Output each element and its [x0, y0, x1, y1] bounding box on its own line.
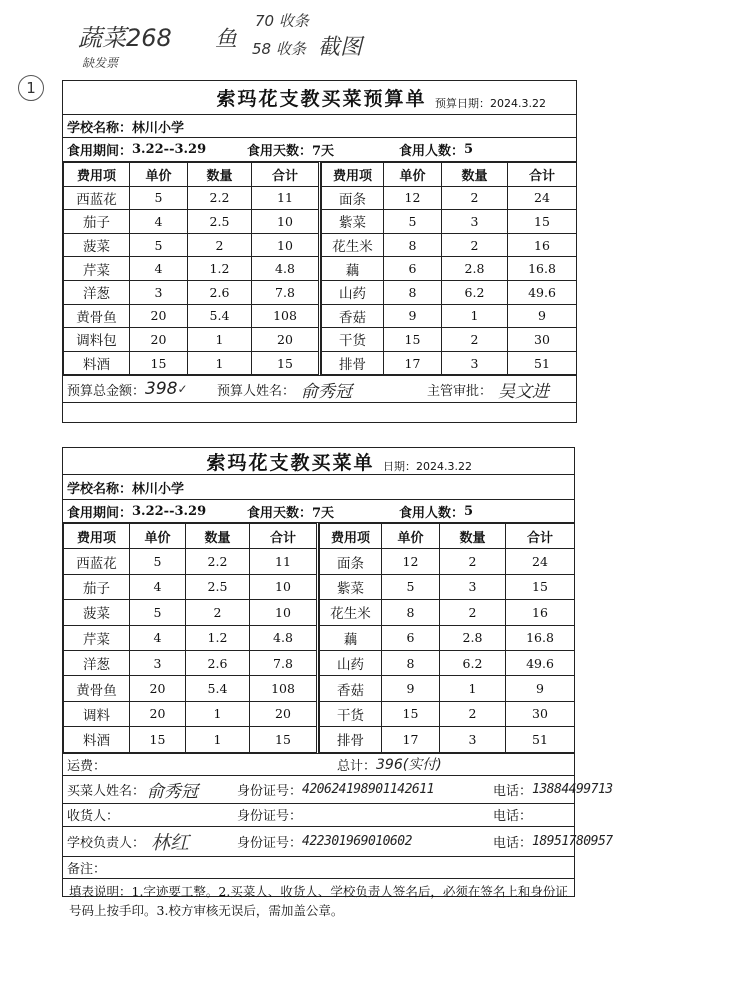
purchase-date-value: 2024.3.22: [416, 460, 472, 473]
table-row: [322, 280, 577, 304]
item-name-cell: 排骨: [322, 351, 384, 375]
item-name-cell: 调料包: [64, 328, 130, 352]
item-name-cell: 藕: [320, 625, 382, 650]
subtotal-cell: 10: [250, 600, 318, 625]
unit-price-cell: 20: [130, 676, 186, 701]
unit-price-cell: 4: [130, 625, 186, 650]
quantity-cell: 3: [440, 727, 506, 752]
item-name-cell: 西蓝花: [64, 549, 130, 574]
item-name-cell: 调料: [64, 701, 130, 726]
subtotal-cell: 108: [250, 676, 318, 701]
budget-people-label: 食用人数：: [399, 144, 465, 159]
column-header: 费用项: [322, 163, 384, 187]
table-row: [320, 650, 575, 675]
budget-people-value: 5: [464, 142, 474, 157]
column-header: 单价: [382, 524, 440, 549]
item-name-cell: 紫菜: [320, 574, 382, 599]
purchase-remark-row: [63, 857, 574, 879]
budget-date: [435, 95, 546, 111]
annotation-veg-note: 缺发票: [82, 56, 119, 70]
table-header-row: [320, 524, 575, 549]
item-name-cell: 干货: [320, 701, 382, 726]
quantity-cell: 3: [442, 351, 508, 375]
table-row: [64, 676, 318, 701]
budget-table-right: [321, 162, 577, 375]
quantity-cell: 6.2: [442, 280, 508, 304]
item-name-cell: 排骨: [320, 727, 382, 752]
item-name-cell: 山药: [320, 650, 382, 675]
quantity-cell: 2: [188, 233, 252, 257]
column-header: 单价: [130, 524, 186, 549]
budget-period-value: 3.22--3.29: [132, 142, 207, 157]
item-name-cell: 香菇: [322, 304, 384, 328]
budget-days-label: 食用天数：: [247, 144, 313, 159]
budget-total-value: 398: [145, 379, 178, 400]
item-name-cell: 洋葱: [64, 280, 130, 304]
unit-price-cell: 20: [130, 701, 186, 726]
quantity-cell: 2.8: [440, 625, 506, 650]
item-name-cell: 芹菜: [64, 257, 130, 281]
unit-price-cell: 4: [130, 574, 186, 599]
subtotal-cell: 15: [252, 351, 320, 375]
purchase-table-left: [63, 523, 319, 753]
column-header: 合计: [252, 163, 320, 187]
unit-price-cell: 4: [130, 257, 188, 281]
table-row: [322, 210, 577, 234]
purchase-receiver-label: 收货人：: [67, 809, 120, 825]
item-name-cell: 料酒: [64, 351, 130, 375]
quantity-cell: 1: [440, 676, 506, 701]
unit-price-cell: 15: [382, 701, 440, 726]
purchase-items: [63, 523, 574, 754]
column-header: 单价: [130, 163, 188, 187]
quantity-cell: 6.2: [440, 650, 506, 675]
quantity-cell: 1.2: [188, 257, 252, 281]
purchase-people-value: 5: [464, 503, 474, 519]
item-name-cell: 料酒: [64, 727, 130, 752]
quantity-cell: 2: [440, 600, 506, 625]
budget-period-row: [63, 138, 576, 162]
unit-price-cell: 8: [382, 650, 440, 675]
unit-price-cell: 3: [130, 280, 188, 304]
annotation-circle-number: 1: [18, 75, 44, 101]
budget-date-value: 2024.3.22: [490, 97, 546, 110]
item-name-cell: 藕: [322, 257, 384, 281]
purchase-principal-phone: 18951780957: [532, 833, 613, 849]
budget-days-value: 7天: [312, 144, 335, 159]
purchase-school-label: 学校名称：: [67, 481, 133, 497]
purchase-receiver-id-label: 身份证号：: [237, 809, 303, 825]
subtotal-cell: 10: [250, 574, 318, 599]
purchase-days-value: 7天: [312, 505, 335, 521]
purchase-title: 索玛花支教买菜单: [206, 451, 375, 474]
table-row: [64, 186, 320, 210]
budget-table-left: [63, 162, 321, 375]
item-name-cell: 山药: [322, 280, 384, 304]
subtotal-cell: 16: [506, 600, 575, 625]
subtotal-cell: 15: [506, 574, 575, 599]
subtotal-cell: 108: [252, 304, 320, 328]
quantity-cell: 2.5: [186, 574, 250, 599]
column-header: 费用项: [64, 524, 130, 549]
purchase-principal-id-label: 身份证号：: [237, 835, 303, 851]
budget-school-value: 林川小学: [132, 120, 185, 136]
table-row: [64, 233, 320, 257]
subtotal-cell: 7.8: [250, 650, 318, 675]
purchase-buyer-phone-label: 电话：: [493, 783, 533, 799]
annotation-veg: 蔬菜268: [78, 24, 172, 52]
purchase-principal-id: 422301969010602: [302, 833, 412, 849]
purchase-principal-row: [63, 827, 613, 857]
table-row: [64, 549, 318, 574]
item-name-cell: 香菇: [320, 676, 382, 701]
quantity-cell: 2: [442, 186, 508, 210]
column-header: 数量: [188, 163, 252, 187]
unit-price-cell: 5: [382, 574, 440, 599]
unit-price-cell: 20: [130, 304, 188, 328]
purchase-buyer-id: 420624198901142611: [302, 781, 434, 797]
quantity-cell: 2: [442, 328, 508, 352]
unit-price-cell: 5: [384, 210, 442, 234]
column-header: 数量: [186, 524, 250, 549]
budget-header: [63, 81, 576, 114]
budget-total-label: 预算总金额：: [67, 383, 146, 399]
table-row: [320, 625, 575, 650]
table-row: [320, 549, 575, 574]
purchase-buyer-signature: 俞秀冠: [147, 781, 199, 802]
subtotal-cell: 7.8: [252, 280, 320, 304]
table-row: [64, 280, 320, 304]
unit-price-cell: 6: [384, 257, 442, 281]
subtotal-cell: 15: [508, 210, 577, 234]
budget-title: 索玛花支教买菜预算单: [216, 88, 427, 110]
table-row: [320, 676, 575, 701]
table-row: [322, 328, 577, 352]
item-name-cell: 菠菜: [64, 233, 130, 257]
subtotal-cell: 49.6: [508, 280, 577, 304]
table-row: [322, 351, 577, 375]
quantity-cell: 2.2: [186, 549, 250, 574]
budget-school-row: [63, 114, 576, 138]
quantity-cell: 5.4: [188, 304, 252, 328]
subtotal-cell: 11: [252, 186, 320, 210]
column-header: 单价: [384, 163, 442, 187]
purchase-freight-label: 运费：: [67, 758, 107, 774]
item-name-cell: 面条: [322, 186, 384, 210]
purchase-total-label: 总计：: [337, 758, 377, 774]
quantity-cell: 2.2: [188, 186, 252, 210]
table-row: [64, 600, 318, 625]
unit-price-cell: 12: [384, 186, 442, 210]
quantity-cell: 1: [442, 304, 508, 328]
item-name-cell: 花生米: [322, 233, 384, 257]
column-header: 费用项: [64, 163, 130, 187]
budget-form: [62, 80, 577, 423]
unit-price-cell: 8: [382, 600, 440, 625]
item-name-cell: 花生米: [320, 600, 382, 625]
subtotal-cell: 4.8: [250, 625, 318, 650]
budget-date-label: 预算日期：: [435, 97, 491, 110]
unit-price-cell: 17: [382, 727, 440, 752]
item-name-cell: 紫菜: [322, 210, 384, 234]
purchase-remark-label: 备注：: [67, 861, 107, 877]
budget-school-label: 学校名称：: [67, 120, 133, 136]
table-row: [64, 304, 320, 328]
table-row: [320, 574, 575, 599]
quantity-cell: 2: [440, 701, 506, 726]
budget-total-row: 预算总金额： 398 ✓ 预算人姓名： 俞秀冠 主管审批： 吴文进: [63, 376, 576, 403]
purchase-principal-label: 学校负责人：: [67, 835, 146, 851]
subtotal-cell: 11: [250, 549, 318, 574]
purchase-buyer-id-label: 身份证号：: [237, 783, 303, 799]
table-header-row: [64, 163, 320, 187]
table-row: [64, 257, 320, 281]
table-row: [320, 701, 575, 726]
quantity-cell: 3: [440, 574, 506, 599]
purchase-school-row: [63, 474, 574, 500]
item-name-cell: 茄子: [64, 210, 130, 234]
purchase-date: [383, 458, 472, 474]
budget-supervisor-signature: 吴文进: [498, 381, 550, 402]
purchase-period-row: [63, 500, 574, 523]
purchase-date-label: 日期：: [383, 460, 416, 473]
subtotal-cell: 51: [506, 727, 575, 752]
column-header: 数量: [440, 524, 506, 549]
purchase-period-label: 食用期间：: [67, 505, 133, 521]
item-name-cell: 干货: [322, 328, 384, 352]
item-name-cell: 芹菜: [64, 625, 130, 650]
budget-period-label: 食用期间：: [67, 144, 133, 159]
subtotal-cell: 30: [506, 701, 575, 726]
unit-price-cell: 15: [384, 328, 442, 352]
quantity-cell: 2: [440, 549, 506, 574]
budget-items: [63, 162, 576, 376]
unit-price-cell: 20: [130, 328, 188, 352]
budget-budgeter-signature: 俞秀冠: [301, 381, 353, 402]
purchase-buyer-label: 买菜人姓名：: [67, 783, 146, 799]
budget-supervisor-label: 主管审批：: [427, 383, 493, 399]
column-header: 合计: [250, 524, 318, 549]
item-name-cell: 洋葱: [64, 650, 130, 675]
item-name-cell: 黄骨鱼: [64, 304, 130, 328]
purchase-total-value: 396(实付): [376, 757, 442, 774]
table-row: [64, 328, 320, 352]
unit-price-cell: 3: [130, 650, 186, 675]
column-header: 合计: [506, 524, 575, 549]
quantity-cell: 1: [186, 701, 250, 726]
item-name-cell: 黄骨鱼: [64, 676, 130, 701]
quantity-cell: 2.6: [186, 650, 250, 675]
table-row: [64, 727, 318, 752]
subtotal-cell: 15: [250, 727, 318, 752]
subtotal-cell: 24: [508, 186, 577, 210]
unit-price-cell: 5: [130, 186, 188, 210]
subtotal-cell: 20: [250, 701, 318, 726]
table-row: [322, 304, 577, 328]
purchase-days-label: 食用天数：: [247, 505, 313, 521]
table-row: [64, 650, 318, 675]
column-header: 数量: [442, 163, 508, 187]
subtotal-cell: 24: [506, 549, 575, 574]
subtotal-cell: 49.6: [506, 650, 575, 675]
purchase-instructions: 填表说明：1.字迹要工整。2.买菜人、收货人、学校负责人签名后，必须在签名上和身份证号码上按手印。3.校方审核无误后，需加盖公章。: [69, 883, 568, 918]
purchase-principal-signature: 林红: [151, 831, 190, 854]
column-header: 费用项: [320, 524, 382, 549]
quantity-cell: 1: [188, 328, 252, 352]
table-row: [64, 351, 320, 375]
purchase-form: [62, 447, 613, 918]
subtotal-cell: 10: [252, 210, 320, 234]
item-name-cell: 面条: [320, 549, 382, 574]
annotation-fish-58: 58 收条: [252, 40, 306, 58]
subtotal-cell: 10: [252, 233, 320, 257]
quantity-cell: 3: [442, 210, 508, 234]
unit-price-cell: 4: [130, 210, 188, 234]
subtotal-cell: 20: [252, 328, 320, 352]
table-row: [320, 727, 575, 752]
subtotal-cell: 9: [508, 304, 577, 328]
budget-budgeter-label: 预算人姓名：: [217, 383, 296, 399]
quantity-cell: 2: [186, 600, 250, 625]
unit-price-cell: 5: [130, 549, 186, 574]
quantity-cell: 2: [442, 233, 508, 257]
annotation-screenshot: 截图: [318, 35, 363, 60]
subtotal-cell: 16.8: [506, 625, 575, 650]
unit-price-cell: 5: [130, 600, 186, 625]
subtotal-cell: 51: [508, 351, 577, 375]
quantity-cell: 2.8: [442, 257, 508, 281]
unit-price-cell: 6: [382, 625, 440, 650]
table-row: [64, 210, 320, 234]
table-row: [322, 257, 577, 281]
unit-price-cell: 17: [384, 351, 442, 375]
unit-price-cell: 9: [382, 676, 440, 701]
table-row: [64, 574, 318, 599]
purchase-total-row: [63, 754, 574, 776]
item-name-cell: 菠菜: [64, 600, 130, 625]
column-header: 合计: [508, 163, 577, 187]
annotation-fish: 鱼: [215, 27, 238, 52]
table-header-row: [322, 163, 577, 187]
annotation-fish-70: 70 收条: [255, 12, 309, 30]
table-row: [322, 186, 577, 210]
purchase-principal-phone-label: 电话：: [493, 835, 533, 851]
purchase-receiver-row: [63, 804, 574, 827]
unit-price-cell: 15: [130, 351, 188, 375]
item-name-cell: 茄子: [64, 574, 130, 599]
purchase-buyer-row: [63, 776, 613, 804]
unit-price-cell: 12: [382, 549, 440, 574]
table-row: [64, 625, 318, 650]
purchase-buyer-phone: 13884499713: [532, 781, 613, 797]
purchase-period-value: 3.22--3.29: [132, 503, 207, 519]
table-row: [322, 233, 577, 257]
quantity-cell: 2.5: [188, 210, 252, 234]
item-name-cell: 西蓝花: [64, 186, 130, 210]
subtotal-cell: 4.8: [252, 257, 320, 281]
purchase-table-right: [319, 523, 575, 753]
quantity-cell: 5.4: [186, 676, 250, 701]
quantity-cell: 1: [186, 727, 250, 752]
table-header-row: [64, 524, 318, 549]
purchase-people-label: 食用人数：: [399, 505, 465, 521]
subtotal-cell: 16: [508, 233, 577, 257]
subtotal-cell: 16.8: [508, 257, 577, 281]
purchase-receiver-phone-label: 电话：: [493, 809, 533, 825]
quantity-cell: 1: [188, 351, 252, 375]
unit-price-cell: 9: [384, 304, 442, 328]
quantity-cell: 2.6: [188, 280, 252, 304]
unit-price-cell: 8: [384, 280, 442, 304]
quantity-cell: 1.2: [186, 625, 250, 650]
unit-price-cell: 5: [130, 233, 188, 257]
table-row: [64, 701, 318, 726]
unit-price-cell: 8: [384, 233, 442, 257]
subtotal-cell: 9: [506, 676, 575, 701]
subtotal-cell: 30: [508, 328, 577, 352]
table-row: [320, 600, 575, 625]
purchase-header: [63, 448, 574, 474]
purchase-school-value: 林川小学: [132, 481, 185, 497]
unit-price-cell: 15: [130, 727, 186, 752]
